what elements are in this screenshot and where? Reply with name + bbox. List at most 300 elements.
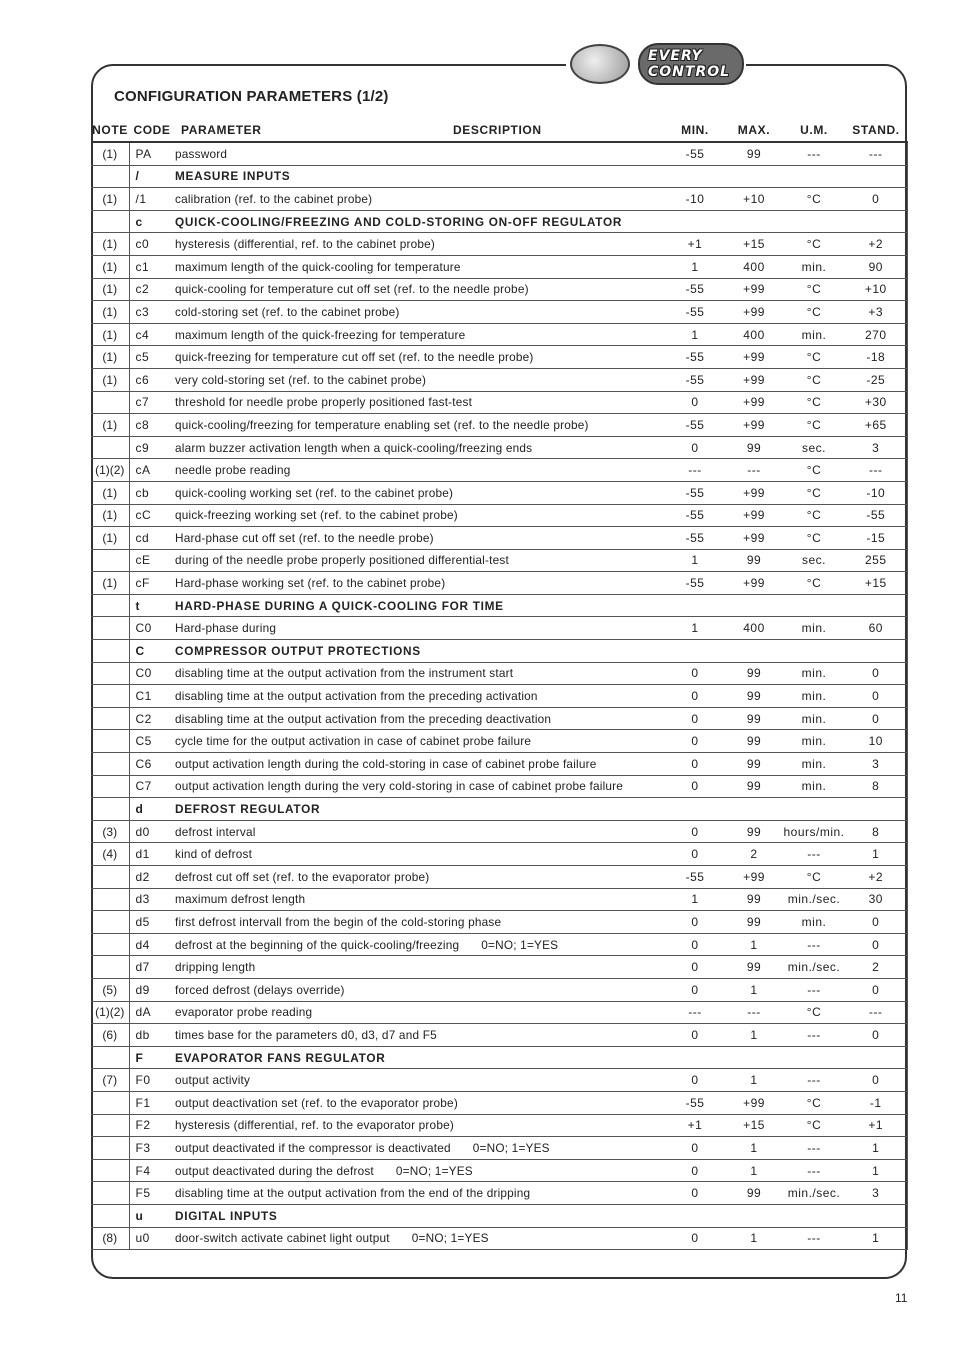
table-row <box>91 255 907 278</box>
note-cell <box>91 933 129 956</box>
note-cell: (1) <box>91 323 129 346</box>
description-text: output deactivated during the defrost <box>175 1163 374 1178</box>
min-cell: -55 <box>665 368 725 391</box>
max-cell: 400 <box>725 617 783 640</box>
description-text: quick-cooling/freezing for temperature enabling set (ref. to the needle probe) <box>175 417 589 432</box>
min-cell <box>665 798 725 821</box>
section-row <box>91 165 907 188</box>
min-cell <box>665 1046 725 1069</box>
um-cell: hours/min. <box>783 820 845 843</box>
min-cell: 0 <box>665 1024 725 1047</box>
table-row <box>91 1024 907 1047</box>
code-cell: F3 <box>129 1137 175 1160</box>
section-title: COMPRESSOR OUTPUT PROTECTIONS <box>175 640 665 663</box>
stand-cell: -25 <box>845 368 907 391</box>
note-cell <box>91 391 129 414</box>
max-cell: 99 <box>725 820 783 843</box>
note-cell: (1) <box>91 188 129 211</box>
table-row <box>91 572 907 595</box>
code-cell: C0 <box>129 662 175 685</box>
description-text: calibration (ref. to the cabinet probe) <box>175 191 373 206</box>
table-row <box>91 1182 907 1205</box>
um-cell: °C <box>783 301 845 324</box>
description-cell <box>175 753 665 776</box>
description-cell <box>175 820 665 843</box>
code-cell: c9 <box>129 436 175 459</box>
note-cell: (1) <box>91 233 129 256</box>
min-cell: 1 <box>665 255 725 278</box>
code-cell: d0 <box>129 820 175 843</box>
note-cell: (1) <box>91 504 129 527</box>
stand-cell: 0 <box>845 685 907 708</box>
min-cell: 0 <box>665 436 725 459</box>
page-number: 11 <box>895 1291 908 1305</box>
min-cell: 0 <box>665 843 725 866</box>
description-cell <box>175 1159 665 1182</box>
section-title: DIGITAL INPUTS <box>175 1204 665 1227</box>
table-row <box>91 391 907 414</box>
stand-cell: --- <box>845 1001 907 1024</box>
max-cell <box>725 594 783 617</box>
table-row <box>91 978 907 1001</box>
code-cell: d <box>129 798 175 821</box>
code-cell: d9 <box>129 978 175 1001</box>
description-cell <box>175 730 665 753</box>
um-cell: --- <box>783 1137 845 1160</box>
note-cell <box>91 911 129 934</box>
note-cell <box>91 1204 129 1227</box>
table-row <box>91 368 907 391</box>
min-cell: 1 <box>665 323 725 346</box>
table-row <box>91 617 907 640</box>
stand-cell: 90 <box>845 255 907 278</box>
um-cell: --- <box>783 978 845 1001</box>
max-cell <box>725 1204 783 1227</box>
max-cell: +99 <box>725 504 783 527</box>
stand-cell: 30 <box>845 888 907 911</box>
code-cell: C6 <box>129 753 175 776</box>
description-text: output activation length during the very cold-storing in case of cabinet probe failure <box>175 779 624 794</box>
table-row <box>91 753 907 776</box>
max-cell <box>725 1046 783 1069</box>
stand-cell: 0 <box>845 1069 907 1092</box>
um-cell <box>783 640 845 663</box>
note-cell: (1) <box>91 346 129 369</box>
note-cell: (1) <box>91 368 129 391</box>
section-title: HARD-PHASE DURING A QUICK-COOLING FOR TIME <box>175 594 665 617</box>
description-text: disabling time at the output activation from the preceding activation <box>175 689 538 704</box>
table-row <box>91 459 907 482</box>
table-row <box>91 1069 907 1092</box>
code-cell: F <box>129 1046 175 1069</box>
description-text: defrost interval <box>175 824 256 839</box>
stand-cell: 1 <box>845 1227 907 1250</box>
min-cell: 0 <box>665 820 725 843</box>
um-cell: min. <box>783 685 845 708</box>
um-cell: min. <box>783 255 845 278</box>
max-cell: 1 <box>725 1227 783 1250</box>
um-cell: min. <box>783 775 845 798</box>
note-cell: (1) <box>91 572 129 595</box>
description-text: evaporator probe reading <box>175 1005 313 1020</box>
stand-cell: --- <box>845 142 907 165</box>
min-cell <box>665 640 725 663</box>
logo-text-line2: CONTROL <box>648 64 731 80</box>
parameters-table <box>91 119 908 1250</box>
max-cell: +99 <box>725 527 783 550</box>
description-cell <box>175 301 665 324</box>
table-row <box>91 504 907 527</box>
note-cell: (1) <box>91 142 129 165</box>
description-cell <box>175 436 665 459</box>
stand-cell: 0 <box>845 707 907 730</box>
description-text: Hard-phase cut off set (ref. to the needle probe) <box>175 530 434 545</box>
um-cell: min./sec. <box>783 1182 845 1205</box>
um-cell: °C <box>783 572 845 595</box>
note-cell <box>91 866 129 889</box>
code-cell: u <box>129 1204 175 1227</box>
code-cell: dA <box>129 1001 175 1024</box>
code-cell: F5 <box>129 1182 175 1205</box>
table-row <box>91 1137 907 1160</box>
table-row <box>91 866 907 889</box>
max-cell <box>725 640 783 663</box>
min-cell: 0 <box>665 1069 725 1092</box>
section-title: DEFROST REGULATOR <box>175 798 665 821</box>
code-cell: cC <box>129 504 175 527</box>
description-cell <box>175 888 665 911</box>
table-row <box>91 1114 907 1137</box>
description-text: password <box>175 146 228 161</box>
min-cell: 0 <box>665 775 725 798</box>
description-cell <box>175 549 665 572</box>
stand-cell: 1 <box>845 843 907 866</box>
table-row <box>91 233 907 256</box>
table-row <box>91 775 907 798</box>
description-cell <box>175 933 665 956</box>
note-cell <box>91 210 129 233</box>
code-cell: F4 <box>129 1159 175 1182</box>
description-text: output activation length during the cold-storing in case of cabinet probe failure <box>175 756 597 771</box>
min-cell <box>665 210 725 233</box>
description-cell <box>175 866 665 889</box>
note-cell <box>91 730 129 753</box>
stand-cell: 0 <box>845 911 907 934</box>
note-cell: (1)(2) <box>91 1001 129 1024</box>
note-cell <box>91 1182 129 1205</box>
note-cell <box>91 888 129 911</box>
stand-cell: --- <box>845 459 907 482</box>
note-cell <box>91 1137 129 1160</box>
description-text: output deactivated if the compressor is deactivated <box>175 1140 451 1155</box>
max-cell: +99 <box>725 572 783 595</box>
um-cell: min. <box>783 911 845 934</box>
max-cell: +15 <box>725 233 783 256</box>
min-cell: 1 <box>665 617 725 640</box>
description-cell <box>175 255 665 278</box>
description-text: output activity <box>175 1073 251 1088</box>
stand-cell: 0 <box>845 978 907 1001</box>
every-control-logo <box>566 42 746 86</box>
code-cell: C <box>129 640 175 663</box>
max-cell: 1 <box>725 933 783 956</box>
table-row <box>91 436 907 459</box>
min-cell: 1 <box>665 549 725 572</box>
um-cell: °C <box>783 527 845 550</box>
description-text: door-switch activate cabinet light output <box>175 1231 390 1246</box>
note-cell: (1) <box>91 481 129 504</box>
code-cell: db <box>129 1024 175 1047</box>
code-cell: cd <box>129 527 175 550</box>
table-row <box>91 527 907 550</box>
min-cell: -55 <box>665 504 725 527</box>
description-text: cycle time for the output activation in case of cabinet probe failure <box>175 734 532 749</box>
code-cell: c4 <box>129 323 175 346</box>
table-row <box>91 1001 907 1024</box>
min-cell: -55 <box>665 414 725 437</box>
code-cell: c3 <box>129 301 175 324</box>
max-cell: 99 <box>725 707 783 730</box>
description-cell <box>175 978 665 1001</box>
code-cell: t <box>129 594 175 617</box>
um-cell: °C <box>783 233 845 256</box>
um-cell: °C <box>783 1091 845 1114</box>
description-text: times base for the parameters d0, d3, d7 and F5 <box>175 1027 437 1042</box>
um-cell <box>783 1204 845 1227</box>
description-cell <box>175 459 665 482</box>
table-row <box>91 820 907 843</box>
logo-swoosh-icon <box>570 44 630 84</box>
description-text: defrost cut off set (ref. to the evaporator probe) <box>175 869 430 884</box>
um-cell: --- <box>783 843 845 866</box>
description-cell <box>175 685 665 708</box>
stand-cell: +65 <box>845 414 907 437</box>
max-cell: +99 <box>725 368 783 391</box>
max-cell: 99 <box>725 753 783 776</box>
code-cell: / <box>129 165 175 188</box>
section-title: EVAPORATOR FANS REGULATOR <box>175 1046 665 1069</box>
table-row <box>91 323 907 346</box>
um-cell: min. <box>783 617 845 640</box>
note-cell: (6) <box>91 1024 129 1047</box>
table-row <box>91 933 907 956</box>
note-cell <box>91 549 129 572</box>
max-cell: 99 <box>725 911 783 934</box>
um-cell <box>783 1046 845 1069</box>
um-cell: --- <box>783 1069 845 1092</box>
description-text: alarm buzzer activation length when a quick-cooling/freezing ends <box>175 440 533 455</box>
stand-cell <box>845 798 907 821</box>
max-cell: 99 <box>725 662 783 685</box>
table-header-row <box>91 119 907 142</box>
stand-cell: 3 <box>845 436 907 459</box>
max-cell: 400 <box>725 323 783 346</box>
description-text: hysteresis (differential, ref. to the evaporator probe) <box>175 1118 454 1133</box>
table-row <box>91 888 907 911</box>
code-cell: d4 <box>129 933 175 956</box>
min-cell: --- <box>665 459 725 482</box>
note-cell <box>91 436 129 459</box>
stand-cell: -15 <box>845 527 907 550</box>
max-cell: 99 <box>725 888 783 911</box>
stand-cell: +10 <box>845 278 907 301</box>
um-cell: sec. <box>783 549 845 572</box>
stand-cell <box>845 210 907 233</box>
note-cell: (1) <box>91 278 129 301</box>
code-cell: cE <box>129 549 175 572</box>
max-cell: 99 <box>725 1182 783 1205</box>
um-cell: sec. <box>783 436 845 459</box>
note-cell <box>91 685 129 708</box>
stand-cell: +3 <box>845 301 907 324</box>
um-cell: °C <box>783 459 845 482</box>
um-cell: °C <box>783 368 845 391</box>
description-cell <box>175 368 665 391</box>
description-text: forced defrost (delays override) <box>175 982 345 997</box>
max-cell: 99 <box>725 956 783 979</box>
min-cell: 0 <box>665 911 725 934</box>
options-text: 0=NO; 1=YES <box>411 1231 489 1246</box>
stand-cell: 2 <box>845 956 907 979</box>
code-cell: cb <box>129 481 175 504</box>
table-row <box>91 414 907 437</box>
note-cell: (1)(2) <box>91 459 129 482</box>
stand-cell: 3 <box>845 753 907 776</box>
description-text: dripping length <box>175 960 256 975</box>
max-cell: +99 <box>725 301 783 324</box>
max-cell: +99 <box>725 391 783 414</box>
description-cell <box>175 346 665 369</box>
table-row <box>91 1091 907 1114</box>
min-cell: -55 <box>665 866 725 889</box>
header-parameter-label: PARAMETER <box>181 123 262 137</box>
min-cell: 0 <box>665 730 725 753</box>
note-cell <box>91 1159 129 1182</box>
max-cell: +99 <box>725 481 783 504</box>
max-cell <box>725 210 783 233</box>
min-cell: 0 <box>665 391 725 414</box>
min-cell <box>665 1204 725 1227</box>
description-cell <box>175 617 665 640</box>
note-cell: (1) <box>91 527 129 550</box>
max-cell: +99 <box>725 1091 783 1114</box>
max-cell: +99 <box>725 278 783 301</box>
min-cell: --- <box>665 1001 725 1024</box>
min-cell: -55 <box>665 278 725 301</box>
code-cell: c2 <box>129 278 175 301</box>
note-cell: (1) <box>91 255 129 278</box>
table-row <box>91 685 907 708</box>
um-cell: --- <box>783 1227 845 1250</box>
section-row <box>91 210 907 233</box>
stand-cell <box>845 1204 907 1227</box>
stand-cell: 1 <box>845 1137 907 1160</box>
description-text: quick-freezing working set (ref. to the cabinet probe) <box>175 508 458 523</box>
table-row <box>91 707 907 730</box>
note-cell <box>91 594 129 617</box>
stand-cell: +2 <box>845 233 907 256</box>
stand-cell: +30 <box>845 391 907 414</box>
max-cell: --- <box>725 459 783 482</box>
description-cell <box>175 481 665 504</box>
note-cell: (1) <box>91 301 129 324</box>
um-cell: °C <box>783 866 845 889</box>
table-row <box>91 1227 907 1250</box>
description-text: during of the needle probe properly positioned differential-test <box>175 553 509 568</box>
note-cell <box>91 798 129 821</box>
options-text: 0=NO; 1=YES <box>395 1163 473 1178</box>
description-cell <box>175 1091 665 1114</box>
description-cell <box>175 572 665 595</box>
code-cell: c5 <box>129 346 175 369</box>
um-cell: °C <box>783 391 845 414</box>
description-cell <box>175 1182 665 1205</box>
section-title: QUICK-COOLING/FREEZING AND COLD-STORING ON-OFF REGULATOR <box>175 210 665 233</box>
min-cell: -55 <box>665 527 725 550</box>
description-cell <box>175 414 665 437</box>
um-cell: --- <box>783 142 845 165</box>
description-cell <box>175 233 665 256</box>
min-cell: -55 <box>665 572 725 595</box>
header-max: MAX. <box>725 119 783 142</box>
code-cell: u0 <box>129 1227 175 1250</box>
min-cell: 0 <box>665 1227 725 1250</box>
max-cell <box>725 165 783 188</box>
um-cell: °C <box>783 1001 845 1024</box>
code-cell: PA <box>129 142 175 165</box>
description-cell <box>175 142 665 165</box>
table-row <box>91 481 907 504</box>
description-cell <box>175 527 665 550</box>
min-cell <box>665 165 725 188</box>
note-cell <box>91 1046 129 1069</box>
min-cell: 0 <box>665 978 725 1001</box>
table-row <box>91 843 907 866</box>
code-cell: c <box>129 210 175 233</box>
code-cell: cA <box>129 459 175 482</box>
note-cell <box>91 617 129 640</box>
description-cell <box>175 1137 665 1160</box>
description-text: maximum length of the quick-freezing for temperature <box>175 327 466 342</box>
description-text: cold-storing set (ref. to the cabinet probe) <box>175 304 400 319</box>
code-cell: F0 <box>129 1069 175 1092</box>
um-cell: °C <box>783 481 845 504</box>
stand-cell: 8 <box>845 820 907 843</box>
note-cell: (7) <box>91 1069 129 1092</box>
description-cell <box>175 323 665 346</box>
max-cell: 1 <box>725 1024 783 1047</box>
description-text: Hard-phase during <box>175 621 277 636</box>
um-cell: °C <box>783 414 845 437</box>
section-row <box>91 1046 907 1069</box>
stand-cell: 270 <box>845 323 907 346</box>
min-cell: 0 <box>665 933 725 956</box>
um-cell: min./sec. <box>783 956 845 979</box>
section-title: MEASURE INPUTS <box>175 165 665 188</box>
description-cell <box>175 956 665 979</box>
note-cell <box>91 165 129 188</box>
max-cell: 400 <box>725 255 783 278</box>
max-cell: +15 <box>725 1114 783 1137</box>
max-cell: +99 <box>725 346 783 369</box>
note-cell: (3) <box>91 820 129 843</box>
max-cell: +99 <box>725 414 783 437</box>
logo-badge <box>638 43 744 85</box>
description-text: quick-cooling for temperature cut off set (ref. to the needle probe) <box>175 282 529 297</box>
stand-cell: 1 <box>845 1159 907 1182</box>
min-cell: -55 <box>665 301 725 324</box>
description-text: maximum length of the quick-cooling for temperature <box>175 259 461 274</box>
